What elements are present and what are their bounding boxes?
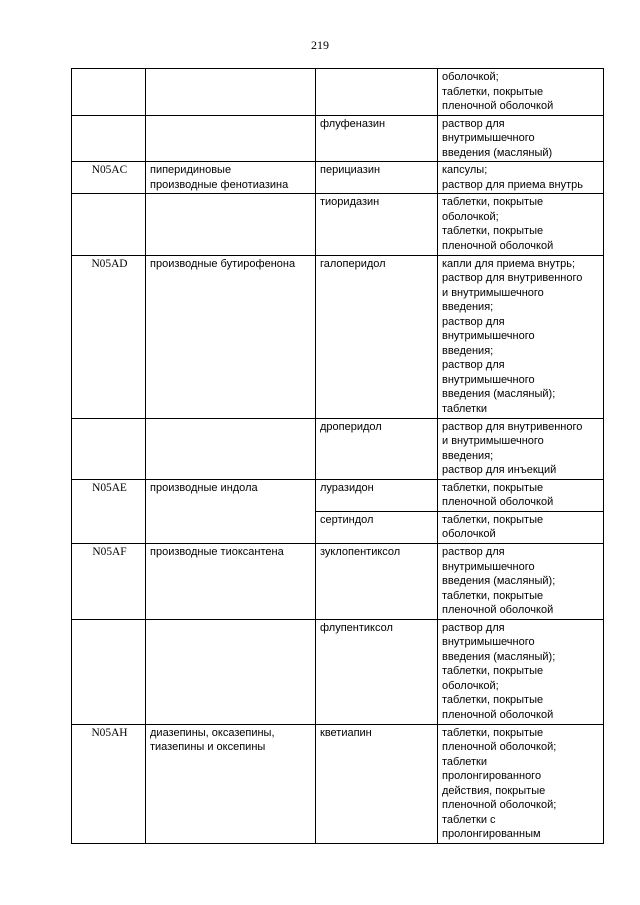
atc-code-cell: N05AC — [72, 162, 146, 194]
drug-name-cell: зуклопентиксол — [316, 543, 438, 619]
dosage-form-line: раствор для — [442, 359, 505, 372]
dosage-form-line: капсулы; — [442, 164, 488, 177]
table-row — [72, 255, 604, 418]
table-row — [72, 479, 604, 511]
dosage-form-line: внутримышечного — [442, 560, 535, 573]
dosage-form-line: введения (масляный) — [442, 146, 553, 159]
dosage-form-line: таблетки, покрытые — [442, 694, 544, 707]
dosage-form-line: введения (масляный); — [442, 650, 556, 663]
drug-name-cell: перициазин — [316, 162, 438, 194]
dosage-form-line: внутримышечного — [442, 330, 535, 343]
atc-code-cell: N05AE — [72, 479, 146, 543]
drug-name-cell: флуфеназин — [316, 115, 438, 162]
dosage-form-line: пленочной оболочкой — [442, 496, 554, 509]
drug-group-line: производные бутирофенона — [150, 257, 296, 270]
dosage-form-line: внутримышечного — [442, 373, 535, 386]
dosage-forms-cell — [438, 162, 604, 194]
dosage-form-line: таблетки, покрытые — [442, 481, 544, 494]
dosage-form-line: введения (масляный); — [442, 575, 556, 588]
dosage-form-line: введения; — [442, 344, 494, 357]
dosage-form-line: пленочной оболочкой — [442, 604, 554, 617]
dosage-form-line: оболочкой; — [442, 679, 499, 692]
table-row — [72, 619, 604, 724]
dosage-forms-cell — [438, 418, 604, 479]
dosage-form-line: и внутримышечного — [442, 286, 544, 299]
drug-group-cell — [146, 255, 316, 418]
dosage-form-line: введения (масляный); — [442, 388, 556, 401]
dosage-form-line: таблетки, покрытые — [442, 665, 544, 678]
dosage-form-line: таблетки, покрытые — [442, 196, 544, 209]
dosage-forms-cell — [438, 724, 604, 843]
drug-group-cell — [146, 479, 316, 543]
dosage-form-line: раствор для инъекций — [442, 464, 557, 477]
dosage-form-line: и внутримышечного — [442, 435, 544, 448]
dosage-forms-cell — [438, 619, 604, 724]
drug-group-line: производные индола — [150, 481, 258, 494]
drug-name-cell: галоперидол — [316, 255, 438, 418]
dosage-form-line: оболочкой — [442, 528, 496, 541]
drug-group-line: производные фенотиазина — [150, 178, 289, 191]
dosage-forms-cell — [438, 115, 604, 162]
dosage-form-line: внутримышечного — [442, 636, 535, 649]
atc-code-cell — [72, 69, 146, 116]
dosage-form-line: таблетки, покрытые — [442, 589, 544, 602]
dosage-forms-cell — [438, 69, 604, 116]
dosage-form-line: оболочкой; — [442, 71, 499, 83]
dosage-form-line: раствор для внутривенного — [442, 420, 583, 433]
dosage-form-line: таблетки — [442, 403, 488, 416]
atc-code-cell — [72, 418, 146, 479]
drug-name-cell: луразидон — [316, 479, 438, 511]
table-row — [72, 194, 604, 255]
drug-group-cell — [146, 418, 316, 479]
dosage-form-line: раствор для — [442, 117, 505, 130]
table-row — [72, 162, 604, 194]
dosage-form-line: пролонгированным — [442, 828, 541, 841]
atc-code-cell — [72, 194, 146, 255]
dosage-form-line: раствор для — [442, 315, 505, 328]
table-row — [72, 543, 604, 619]
dosage-form-line: раствор для приема внутрь — [442, 178, 584, 191]
drug-name-cell: флупентиксол — [316, 619, 438, 724]
atc-code-cell: N05AH — [72, 724, 146, 843]
page-number: 219 — [311, 38, 329, 52]
table-row — [72, 115, 604, 162]
dosage-form-line: действия, покрытые — [442, 784, 546, 797]
table-row — [72, 418, 604, 479]
dosage-form-line: таблетки — [442, 755, 488, 768]
dosage-form-line: таблетки, покрытые — [442, 726, 544, 739]
drug-table — [71, 68, 604, 844]
drug-name-cell: тиоридазин — [316, 194, 438, 255]
drug-group-cell — [146, 543, 316, 619]
drug-group-cell — [146, 162, 316, 194]
dosage-form-line: пленочной оболочкой; — [442, 741, 557, 754]
dosage-form-line: таблетки с — [442, 813, 496, 826]
dosage-form-line: введения; — [442, 449, 494, 462]
dosage-forms-cell — [438, 543, 604, 619]
dosage-form-line: раствор для — [442, 545, 505, 558]
atc-code-cell — [72, 115, 146, 162]
drug-name-cell: кветиапин — [316, 724, 438, 843]
drug-group-cell — [146, 194, 316, 255]
drug-group-cell — [146, 724, 316, 843]
dosage-form-line: оболочкой; — [442, 210, 499, 223]
table-row — [72, 724, 604, 843]
drug-group-line: тиазепины и оксепины — [150, 741, 266, 754]
dosage-form-line: пленочной оболочкой — [442, 708, 554, 721]
dosage-form-line: введения; — [442, 301, 494, 314]
drug-name-cell: дроперидол — [316, 418, 438, 479]
dosage-form-line: пролонгированного — [442, 770, 542, 783]
drug-group-line: диазепины, оксазепины, — [150, 726, 275, 739]
drug-group-line: производные тиоксантена — [150, 545, 284, 558]
drug-group-line: пиперидиновые — [150, 164, 232, 177]
dosage-forms-cell — [438, 511, 604, 543]
atc-code-cell: N05AD — [72, 255, 146, 418]
dosage-forms-cell — [438, 194, 604, 255]
dosage-form-line: таблетки, покрытые — [442, 513, 544, 526]
dosage-form-line: раствор для — [442, 621, 505, 634]
dosage-forms-cell — [438, 479, 604, 511]
table-body — [72, 69, 604, 844]
drug-name-cell: сертиндол — [316, 511, 438, 543]
atc-code-cell: N05AF — [72, 543, 146, 619]
dosage-form-line: таблетки, покрытые — [442, 85, 544, 98]
drug-group-cell — [146, 69, 316, 116]
atc-code-cell — [72, 619, 146, 724]
table-row — [72, 69, 604, 116]
drug-group-cell — [146, 619, 316, 724]
dosage-form-line: капли для приема внутрь; — [442, 257, 576, 270]
dosage-form-line: пленочной оболочкой; — [442, 799, 557, 812]
dosage-forms-cell — [438, 255, 604, 418]
drug-group-cell — [146, 115, 316, 162]
dosage-form-line: раствор для внутривенного — [442, 272, 583, 285]
dosage-form-line: таблетки, покрытые — [442, 225, 544, 238]
drug-name-cell — [316, 69, 438, 116]
dosage-form-line: пленочной оболочкой — [442, 100, 554, 113]
dosage-form-line: внутримышечного — [442, 132, 535, 145]
dosage-form-line: пленочной оболочкой — [442, 240, 554, 253]
